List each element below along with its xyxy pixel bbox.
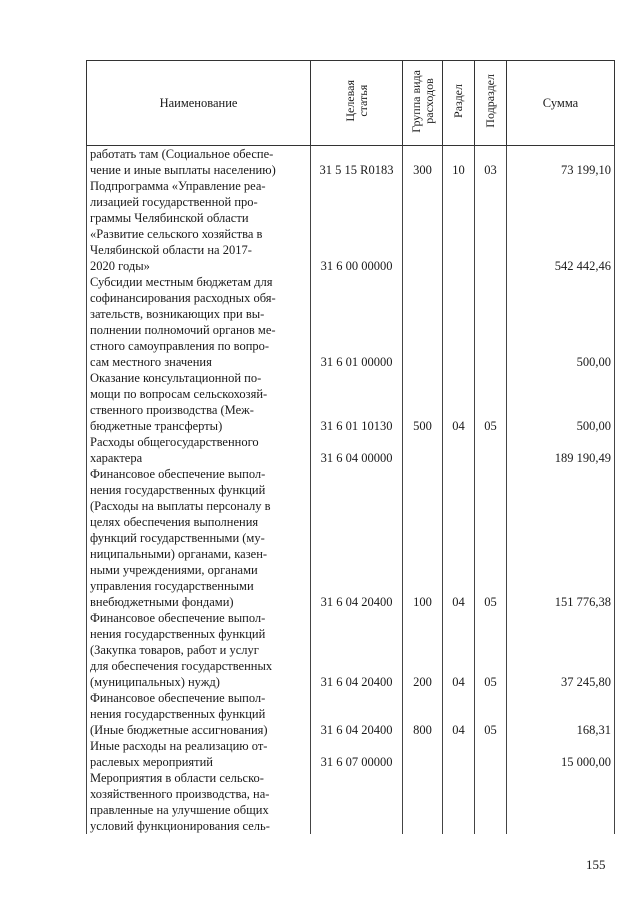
cell-sum: 542 442,46: [507, 178, 615, 274]
cell-code: 31 6 04 00000: [311, 434, 403, 466]
cell-section: [443, 274, 475, 370]
cell-sum: [507, 770, 615, 834]
cell-name: работать там (Социальное обеспе- чение и иные выплаты населению): [87, 146, 311, 179]
cell-code: 31 6 04 20400: [311, 466, 403, 610]
cell-group: 200: [403, 610, 443, 690]
cell-subsection: 03: [475, 146, 507, 179]
header-group: Группа вида расходов: [403, 61, 443, 146]
cell-code: 31 6 04 20400: [311, 690, 403, 738]
cell-sum: 189 190,49: [507, 434, 615, 466]
cell-group: [403, 178, 443, 274]
cell-subsection: [475, 274, 507, 370]
cell-section: [443, 738, 475, 770]
table-row: [87, 770, 615, 834]
cell-sum: 151 776,38: [507, 466, 615, 610]
cell-group: 800: [403, 690, 443, 738]
table-row: [87, 178, 615, 274]
cell-sum: 73 199,10: [507, 146, 615, 179]
table-row: [87, 274, 615, 370]
table-row: [87, 690, 615, 738]
cell-code: 31 6 01 00000: [311, 274, 403, 370]
cell-subsection: 05: [475, 370, 507, 434]
cell-sum: 37 245,80: [507, 610, 615, 690]
cell-section: 04: [443, 466, 475, 610]
cell-group: [403, 770, 443, 834]
cell-group: 100: [403, 466, 443, 610]
cell-subsection: 05: [475, 690, 507, 738]
cell-name: Финансовое обеспечение выпол- нения государственных функций (Иные бюджетные ассигнования): [87, 690, 311, 738]
cell-group: 500: [403, 370, 443, 434]
cell-section: [443, 178, 475, 274]
cell-section: [443, 770, 475, 834]
cell-group: 300: [403, 146, 443, 179]
cell-subsection: [475, 738, 507, 770]
cell-code: 31 6 07 00000: [311, 738, 403, 770]
cell-name: Финансовое обеспечение выпол- нения государственных функций (Закупка товаров, работ и услуг для обеспечения государственных (муниципальных) нужд): [87, 610, 311, 690]
cell-section: 04: [443, 370, 475, 434]
table-row: [87, 434, 615, 466]
cell-name: Расходы общегосударственного характера: [87, 434, 311, 466]
cell-name: Иные расходы на реализацию от- раслевых мероприятий: [87, 738, 311, 770]
cell-code: 31 6 04 20400: [311, 610, 403, 690]
table-row: [87, 370, 615, 434]
table-row: [87, 146, 615, 179]
table-row: [87, 738, 615, 770]
table-header-row: [87, 61, 615, 146]
cell-section: 04: [443, 610, 475, 690]
cell-group: [403, 738, 443, 770]
cell-code: 31 5 15 R0183: [311, 146, 403, 179]
header-target: Целевая статья: [311, 61, 403, 146]
cell-code: 31 6 01 10130: [311, 370, 403, 434]
cell-section: 10: [443, 146, 475, 179]
header-subsection: Подраздел: [475, 61, 507, 146]
cell-sum: 168,31: [507, 690, 615, 738]
page-number: 155: [586, 857, 606, 872]
cell-code: [311, 770, 403, 834]
cell-group: [403, 274, 443, 370]
cell-sum: 500,00: [507, 370, 615, 434]
cell-name: Оказание консультационной по- мощи по вопросам сельскохозяй- ственного производства (Меж- бюджетные трансферты): [87, 370, 311, 434]
cell-section: [443, 434, 475, 466]
cell-code: 31 6 00 00000: [311, 178, 403, 274]
cell-subsection: [475, 770, 507, 834]
table-row: [87, 610, 615, 690]
header-section: Раздел: [443, 61, 475, 146]
cell-name: Подпрограмма «Управление реа- лизацией государственной про- граммы Челябинской области «Развитие сельского хозяйства в Челябинской области на 2017- 2020 годы»: [87, 178, 311, 274]
cell-subsection: 05: [475, 466, 507, 610]
cell-group: [403, 434, 443, 466]
header-name: Наименование: [87, 61, 311, 146]
cell-name: Субсидии местным бюджетам для софинансирования расходных обя- зательств, возникающих при вы- полнении полномочий органов ме- стного самоуправления по вопро- сам местного значения: [87, 274, 311, 370]
table-row: [87, 466, 615, 610]
cell-name: Мероприятия в области сельско- хозяйственного производства, на- правленные на улучшение общих условий функционирования сель-: [87, 770, 311, 834]
cell-subsection: 05: [475, 610, 507, 690]
cell-section: 04: [443, 690, 475, 738]
header-sum: Сумма: [507, 61, 615, 146]
cell-name: Финансовое обеспечение выпол- нения государственных функций (Расходы на выплаты персоналу в целях обеспечения выполнения функций государственными (му- ниципальными) органами, казен- ными учреждениями, органами управления государственными внебюджетными фондами): [87, 466, 311, 610]
cell-sum: 15 000,00: [507, 738, 615, 770]
cell-subsection: [475, 178, 507, 274]
cell-subsection: [475, 434, 507, 466]
budget-table: [86, 60, 615, 834]
cell-sum: 500,00: [507, 274, 615, 370]
